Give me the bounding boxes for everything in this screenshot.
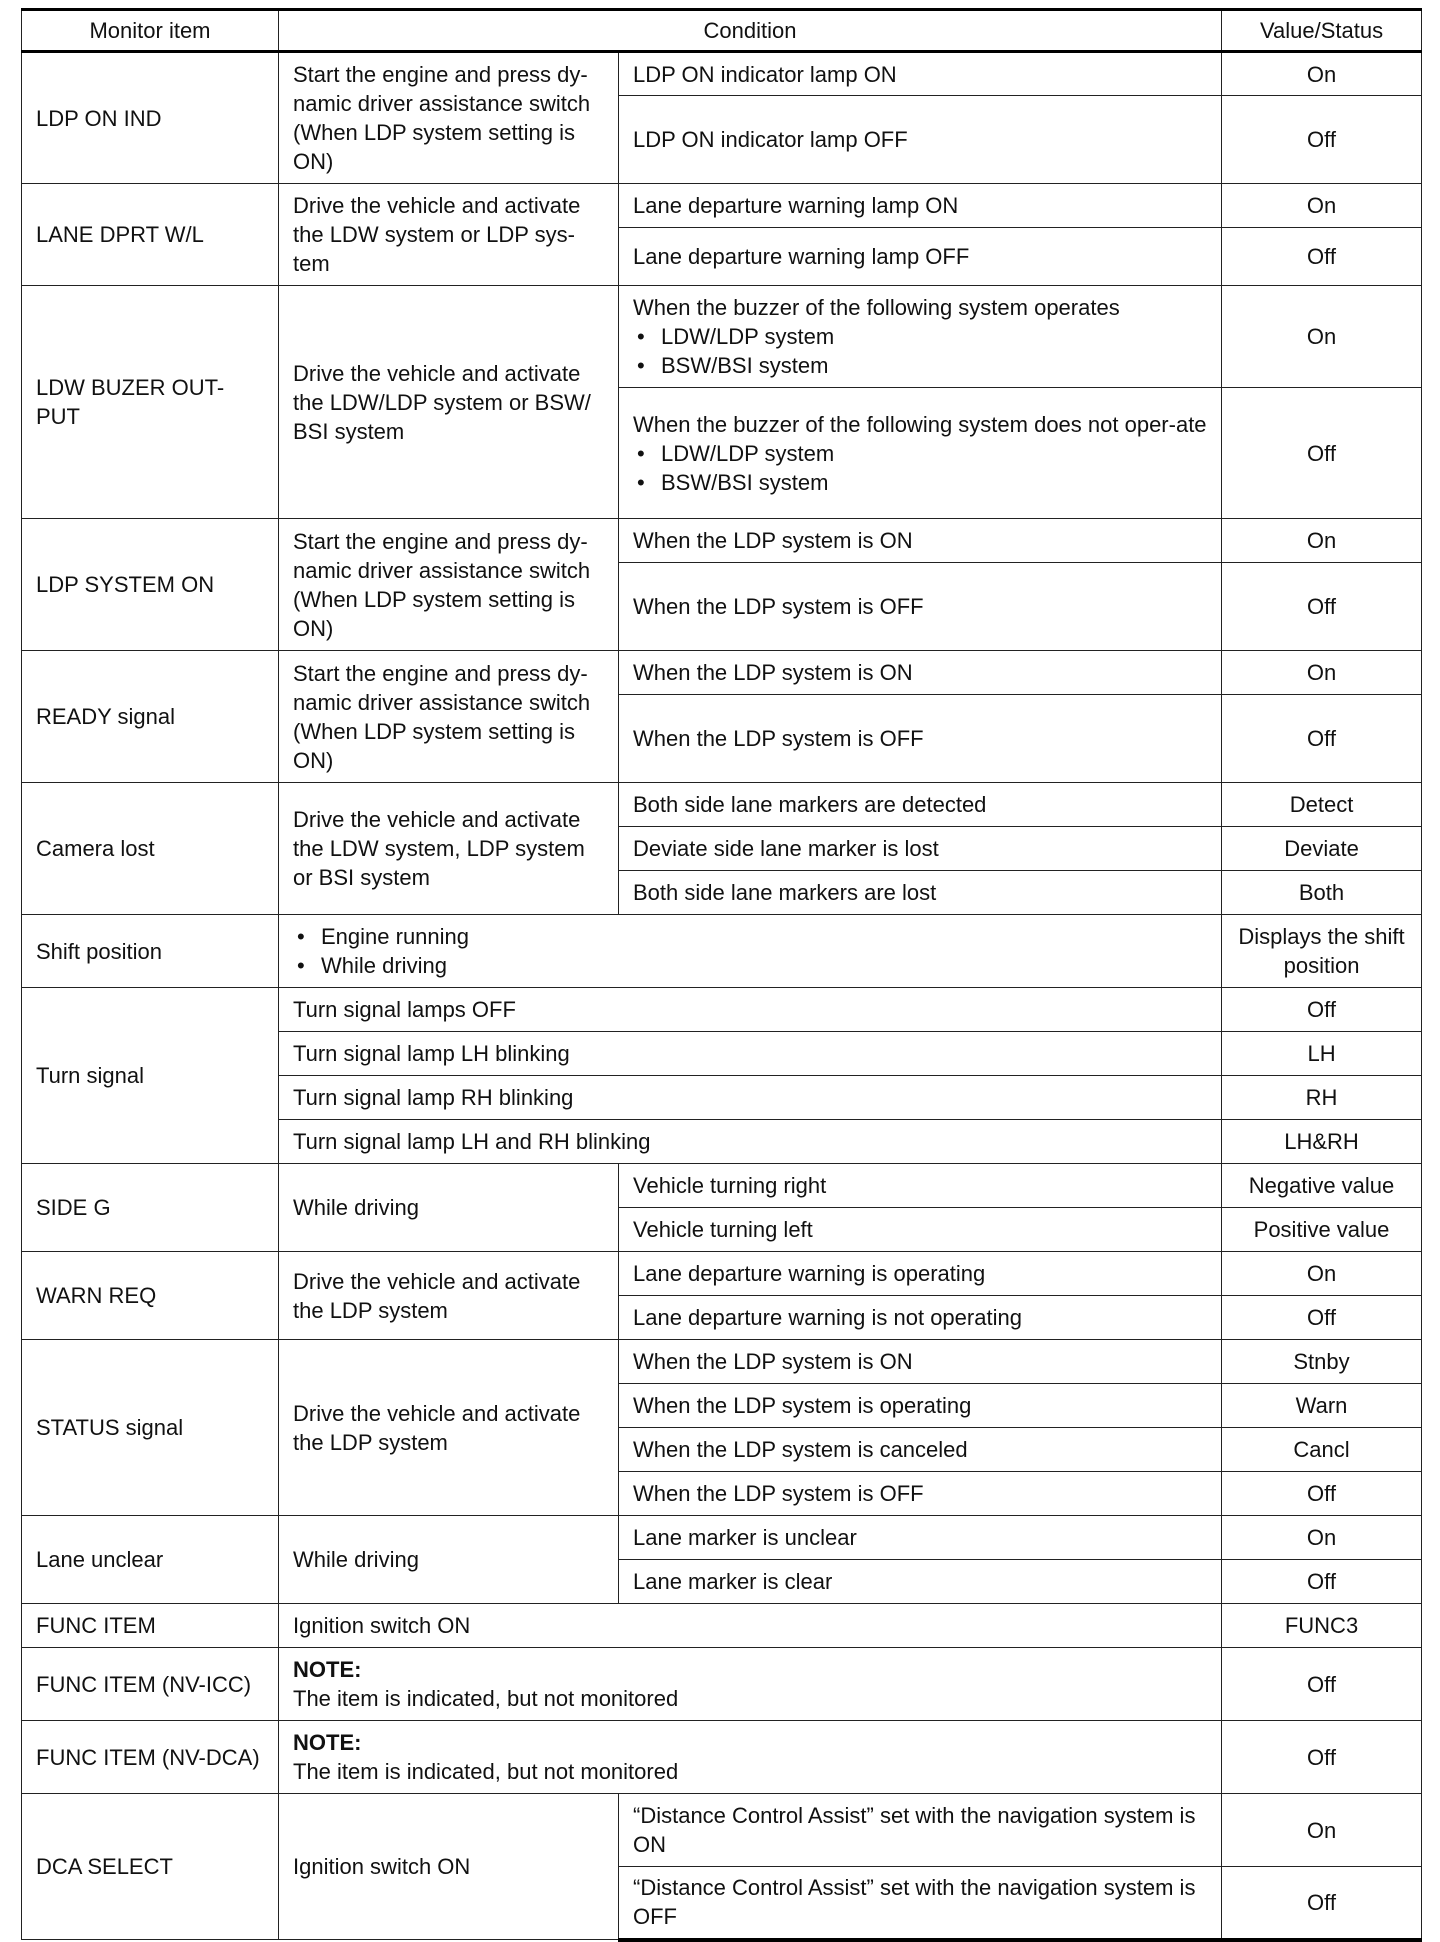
header-condition: Condition bbox=[279, 10, 1222, 52]
table-row bbox=[22, 988, 1422, 1032]
condition-cell bbox=[279, 1648, 1222, 1721]
value-cell: Off bbox=[1222, 1867, 1422, 1940]
value-cell: Off bbox=[1222, 563, 1422, 651]
table-row bbox=[22, 52, 1422, 96]
sub-condition-cell: When the LDP system is canceled bbox=[619, 1428, 1222, 1472]
bullet-icon: • bbox=[637, 469, 645, 495]
value-cell: Negative value bbox=[1222, 1164, 1422, 1208]
monitor-item-cell: SIDE G bbox=[22, 1164, 279, 1252]
monitor-item-cell: FUNC ITEM bbox=[22, 1604, 279, 1648]
condition-cell bbox=[279, 1721, 1222, 1794]
value-cell: LH&RH bbox=[1222, 1120, 1422, 1164]
sub-condition-cell bbox=[619, 286, 1222, 388]
value-cell: Off bbox=[1222, 1721, 1422, 1794]
condition-cell: Start the engine and press dy-namic driver assistance switch (When LDP system setting is ON) bbox=[279, 519, 619, 651]
value-cell: Off bbox=[1222, 988, 1422, 1032]
header-value-status: Value/Status bbox=[1222, 10, 1422, 52]
table-row bbox=[22, 1340, 1422, 1384]
table-row bbox=[22, 1794, 1422, 1867]
table-row bbox=[22, 651, 1422, 695]
condition-cell: Drive the vehicle and activate the LDP system bbox=[279, 1340, 619, 1516]
monitor-item-cell: STATUS signal bbox=[22, 1340, 279, 1516]
value-cell: Off bbox=[1222, 228, 1422, 286]
bullet-item bbox=[293, 922, 1207, 951]
value-cell: Off bbox=[1222, 1648, 1422, 1721]
sub-condition-cell bbox=[619, 388, 1222, 519]
monitor-item-cell: DCA SELECT bbox=[22, 1794, 279, 1940]
sub-condition-cell: Lane departure warning is operating bbox=[619, 1252, 1222, 1296]
note-text: The item is indicated, but not monitored bbox=[293, 1759, 679, 1784]
value-cell: On bbox=[1222, 286, 1422, 388]
condition-cell: While driving bbox=[279, 1164, 619, 1252]
value-cell: LH bbox=[1222, 1032, 1422, 1076]
sub-condition-cell: Both side lane markers are lost bbox=[619, 871, 1222, 915]
monitor-item-cell: Shift position bbox=[22, 915, 279, 988]
condition-cell: Turn signal lamps OFF bbox=[279, 988, 1222, 1032]
sub-condition-cell: Lane departure warning lamp ON bbox=[619, 184, 1222, 228]
value-cell: Cancl bbox=[1222, 1428, 1422, 1472]
monitor-item-cell: WARN REQ bbox=[22, 1252, 279, 1340]
bullet-text: LDW/LDP system bbox=[661, 440, 835, 466]
bullet-icon: • bbox=[637, 353, 645, 378]
bullet-item bbox=[633, 351, 1207, 380]
value-cell: On bbox=[1222, 1794, 1422, 1867]
monitor-item-table bbox=[21, 8, 1422, 1942]
bullet-item bbox=[633, 322, 1207, 351]
monitor-item-cell: LANE DPRT W/L bbox=[22, 184, 279, 286]
value-cell: On bbox=[1222, 1252, 1422, 1296]
value-cell: Off bbox=[1222, 695, 1422, 783]
sub-condition-cell: “Distance Control Assist” set with the navigation system is ON bbox=[619, 1794, 1222, 1867]
value-cell: RH bbox=[1222, 1076, 1422, 1120]
sub-condition-cell: LDP ON indicator lamp ON bbox=[619, 52, 1222, 96]
sub-condition-cell: When the LDP system is operating bbox=[619, 1384, 1222, 1428]
value-cell: On bbox=[1222, 519, 1422, 563]
sub-condition-cell: When the LDP system is OFF bbox=[619, 1472, 1222, 1516]
value-cell: On bbox=[1222, 651, 1422, 695]
table-header-row bbox=[22, 10, 1422, 52]
bullet-icon: • bbox=[297, 924, 305, 949]
bullet-text: While driving bbox=[321, 953, 447, 978]
value-cell: Detect bbox=[1222, 783, 1422, 827]
value-cell: On bbox=[1222, 1516, 1422, 1560]
condition-cell: Turn signal lamp LH and RH blinking bbox=[279, 1120, 1222, 1164]
bullet-icon: • bbox=[637, 324, 645, 349]
sub-condition-cell: When the LDP system is ON bbox=[619, 519, 1222, 563]
bullet-item bbox=[293, 951, 1207, 980]
value-cell: Off bbox=[1222, 388, 1422, 519]
table-row bbox=[22, 286, 1422, 388]
header-monitor-item: Monitor item bbox=[22, 10, 279, 52]
sub-condition-cell: Vehicle turning right bbox=[619, 1164, 1222, 1208]
bullet-text: LDW/LDP system bbox=[661, 324, 835, 349]
monitor-item-cell: FUNC ITEM (NV-ICC) bbox=[22, 1648, 279, 1721]
note-text: The item is indicated, but not monitored bbox=[293, 1686, 679, 1711]
condition-cell: Start the engine and press dy-namic driver assistance switch (When LDP system setting is ON) bbox=[279, 52, 619, 184]
monitor-item-cell: LDP ON IND bbox=[22, 52, 279, 184]
value-cell: Warn bbox=[1222, 1384, 1422, 1428]
bullet-item bbox=[633, 439, 1207, 468]
sub-condition-cell: “Distance Control Assist” set with the navigation system is OFF bbox=[619, 1867, 1222, 1940]
bullet-text: Engine running bbox=[321, 924, 470, 949]
value-cell: Positive value bbox=[1222, 1208, 1422, 1252]
value-cell: Both bbox=[1222, 871, 1422, 915]
sub-condition-cell: When the LDP system is ON bbox=[619, 1340, 1222, 1384]
sub-condition-text: When the buzzer of the following system does not oper-ate bbox=[633, 411, 1207, 437]
monitor-item-cell: FUNC ITEM (NV-DCA) bbox=[22, 1721, 279, 1794]
table-row bbox=[22, 915, 1422, 988]
sub-condition-cell: Both side lane markers are detected bbox=[619, 783, 1222, 827]
table-row bbox=[22, 783, 1422, 827]
sub-condition-cell: When the LDP system is OFF bbox=[619, 695, 1222, 783]
value-cell: Off bbox=[1222, 1560, 1422, 1604]
condition-cell: Drive the vehicle and activate the LDW system, LDP system or BSI system bbox=[279, 783, 619, 915]
condition-cell: Drive the vehicle and activate the LDW system or LDP sys-tem bbox=[279, 184, 619, 286]
sub-condition-cell: Lane departure warning lamp OFF bbox=[619, 228, 1222, 286]
sub-condition-cell: LDP ON indicator lamp OFF bbox=[619, 96, 1222, 184]
monitor-item-cell: LDW BUZER OUT-PUT bbox=[22, 286, 279, 519]
note-label: NOTE: bbox=[293, 1730, 362, 1755]
table-row bbox=[22, 1604, 1422, 1648]
value-cell: Off bbox=[1222, 1472, 1422, 1516]
table-row bbox=[22, 1164, 1422, 1208]
value-cell: Off bbox=[1222, 1296, 1422, 1340]
bullet-text: BSW/BSI system bbox=[661, 469, 829, 495]
bullet-icon: • bbox=[297, 953, 305, 978]
table-row bbox=[22, 1648, 1422, 1721]
monitor-item-cell: READY signal bbox=[22, 651, 279, 783]
sub-condition-cell: Lane marker is clear bbox=[619, 1560, 1222, 1604]
table-row bbox=[22, 1516, 1422, 1560]
monitor-item-cell: Lane unclear bbox=[22, 1516, 279, 1604]
table-row bbox=[22, 1721, 1422, 1794]
condition-cell: Ignition switch ON bbox=[279, 1604, 1222, 1648]
table-row bbox=[22, 184, 1422, 228]
monitor-item-cell: Camera lost bbox=[22, 783, 279, 915]
sub-condition-cell: When the LDP system is OFF bbox=[619, 563, 1222, 651]
condition-cell bbox=[279, 915, 1222, 988]
condition-cell: Drive the vehicle and activate the LDW/LDP system or BSW/ BSI system bbox=[279, 286, 619, 519]
bullet-item bbox=[633, 468, 1207, 497]
sub-condition-text: When the buzzer of the following system operates bbox=[633, 295, 1120, 320]
condition-cell: Turn signal lamp LH blinking bbox=[279, 1032, 1222, 1076]
value-cell: Displays the shift position bbox=[1222, 915, 1422, 988]
condition-cell: Ignition switch ON bbox=[279, 1794, 619, 1940]
table-row bbox=[22, 519, 1422, 563]
condition-cell: Start the engine and press dy-namic driver assistance switch (When LDP system setting is ON) bbox=[279, 651, 619, 783]
table-row bbox=[22, 1252, 1422, 1296]
sub-condition-cell: Vehicle turning left bbox=[619, 1208, 1222, 1252]
sub-condition-cell: Lane departure warning is not operating bbox=[619, 1296, 1222, 1340]
note-label: NOTE: bbox=[293, 1657, 362, 1682]
value-cell: On bbox=[1222, 184, 1422, 228]
sub-condition-cell: Lane marker is unclear bbox=[619, 1516, 1222, 1560]
value-cell: Deviate bbox=[1222, 827, 1422, 871]
sub-condition-cell: When the LDP system is ON bbox=[619, 651, 1222, 695]
condition-cell: Turn signal lamp RH blinking bbox=[279, 1076, 1222, 1120]
value-cell: Off bbox=[1222, 96, 1422, 184]
sub-condition-cell: Deviate side lane marker is lost bbox=[619, 827, 1222, 871]
monitor-item-cell: Turn signal bbox=[22, 988, 279, 1164]
bullet-icon: • bbox=[637, 440, 645, 466]
value-cell: On bbox=[1222, 52, 1422, 96]
bullet-text: BSW/BSI system bbox=[661, 353, 829, 378]
value-cell: FUNC3 bbox=[1222, 1604, 1422, 1648]
monitor-item-cell: LDP SYSTEM ON bbox=[22, 519, 279, 651]
value-cell: Stnby bbox=[1222, 1340, 1422, 1384]
condition-cell: While driving bbox=[279, 1516, 619, 1604]
condition-cell: Drive the vehicle and activate the LDP system bbox=[279, 1252, 619, 1340]
